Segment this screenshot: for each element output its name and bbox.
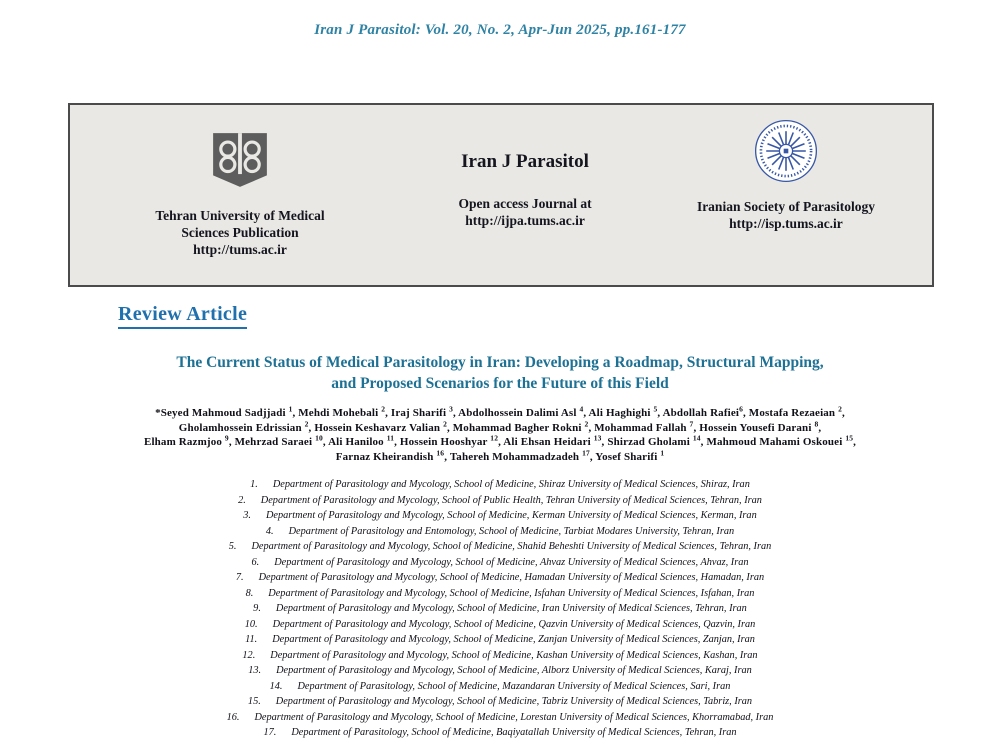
affiliation-item: 6. Department of Parasitology and Mycology, School of Medicine, Ahvaz University of Medical Sciences, Ahvaz, Iran (251, 556, 749, 568)
affiliation-item: 10. Department of Parasitology and Mycology, School of Medicine, Qazvin University of Medical Sciences, Qazvin, Iran (244, 618, 756, 630)
society-column (640, 105, 932, 285)
publisher-column (70, 105, 410, 285)
affiliation-item: 13. Department of Parasitology and Mycology, School of Medicine, Alborz University of Medical Sciences, Karaj, Iran (248, 665, 752, 676)
article-title-line1: The Current Status of Medical Parasitology in Iran: Developing a Roadmap, Structural Mapping, (176, 354, 824, 371)
affiliation-item: 9. Department of Parasitology and Mycology, School of Medicine, Iran University of Medical Sciences, Tehran, Iran (253, 603, 747, 614)
article-title-line2: and Proposed Scenarios for the Future of this Field (331, 375, 669, 392)
journal-url: http://ijpa.tums.ac.ir (465, 213, 585, 228)
isp-seal-logo-icon (753, 118, 819, 184)
society-name (697, 198, 875, 232)
affiliation-item: 14. Department of Parasitology, School of Medicine, Mazandaran University of Medical Sciences, Sari, Iran (269, 680, 731, 692)
affiliation-item: 8. Department of Parasitology and Mycology, School of Medicine, Isfahan University of Medical Sciences, Isfahan, Iran (245, 587, 755, 599)
author-line: Gholamhossein Edrissian $^2$, Hossein Keshavarz Valian $^2$, Mohammad Bagher Rokni $^2$, Mohammad Fallah $^7$, Hossein Yousefi Darani $^8$, (178, 418, 822, 434)
affiliation-item: 1. Department of Parasitology and Mycology, School of Medicine, Shiraz University of Medical Sciences, Shiraz, Iran (250, 479, 750, 490)
affiliation-item: 4. Department of Parasitology and Entomology, School of Medicine, Tarbiat Modares University, Tehran, Iran (265, 525, 735, 537)
affiliation-item: 5. Department of Parasitology and Mycology, School of Medicine, Shahid Beheshti University of Medical Sciences, Tehran, Iran (228, 541, 772, 552)
journal-column (410, 105, 640, 285)
journal-name: Iran J Parasitol (461, 151, 589, 172)
affiliation-item: 3. Department of Parasitology and Mycology, School of Medicine, Kerman University of Medical Sciences, Kerman, Iran (243, 510, 757, 521)
journal-citation-header: Iran J Parasitol: Vol. 20, No. 2, Apr-Jun 2025, pp.161-177 (314, 22, 686, 38)
publisher-url: http://tums.ac.ir (193, 242, 287, 257)
affiliation-item: 12. Department of Parasitology and Mycology, School of Medicine, Kashan University of Medical Sciences, Kashan, Iran (242, 649, 758, 661)
affiliation-item: 2. Department of Parasitology and Mycology, School of Public Health, Tehran University of Medical Sciences, Tehran, Iran (238, 494, 762, 506)
article-title (60, 352, 940, 394)
society-url: http://isp.tums.ac.ir (729, 216, 843, 231)
author-line: Farnaz Kheirandish $^{16}$, Tahereh Mohammadzadeh $^{17}$, Yosef Sharifi $^1$ (335, 448, 665, 463)
affiliation-item: 17. Department of Parasitology, School of Medicine, Baqiyatallah University of Medical Sciences, Tehran, Iran (263, 727, 737, 738)
affiliation-item: 16. Department of Parasitology and Mycology, School of Medicine, Lorestan University of Medical Sciences, Khorramabad, Iran (226, 711, 774, 723)
journal-banner (68, 103, 934, 287)
journal-access-note (458, 195, 591, 229)
affiliation-item: 11. Department of Parasitology and Mycology, School of Medicine, Zanjan University of Medical Sciences, Zanjan, Iran (245, 634, 755, 645)
affiliations-list (0, 477, 1000, 741)
tums-book-logo-icon (208, 127, 272, 193)
affiliation-item: 15. Department of Parasitology and Mycology, School of Medicine, Tabriz University of Medical Sciences, Tabriz, Iran (247, 696, 753, 707)
journal-access-line: Open access Journal at (458, 196, 592, 211)
authors-block (30, 406, 970, 464)
author-line: *Seyed Mahmoud Sadjjadi $^1$, Mehdi Mohebali $^2$, Iraj Sharifi $^3$, Abdolhossein Dalimi Asl $^4$, Ali Haghighi $^5$, Abdollah Rafiei$^6$, Mostafa Rezaeian $^2$, (155, 404, 845, 419)
article-type-label: Review Article (118, 303, 247, 329)
affiliation-item: 7. Department of Parasitology and Mycology, School of Medicine, Hamadan University of Medical Sciences, Hamadan, Iran (235, 572, 765, 583)
society-name-line: Iranian Society of Parasitology (696, 199, 876, 214)
author-line: Elham Razmjoo $^9$, Mehrzad Saraei $^{10}$, Ali Haniloo $^{11}$, Hossein Hooshyar $^{12}$, Ali Ehsan Heidari $^{13}$, Shirzad Gholami $^{14}$, Mahmoud Mahami Oskouei $^{15}$, (143, 433, 857, 449)
publisher-name (155, 207, 324, 258)
publisher-name-line1: Tehran University of Medical (155, 208, 325, 223)
publisher-name-line2: Sciences Publication (181, 225, 299, 240)
